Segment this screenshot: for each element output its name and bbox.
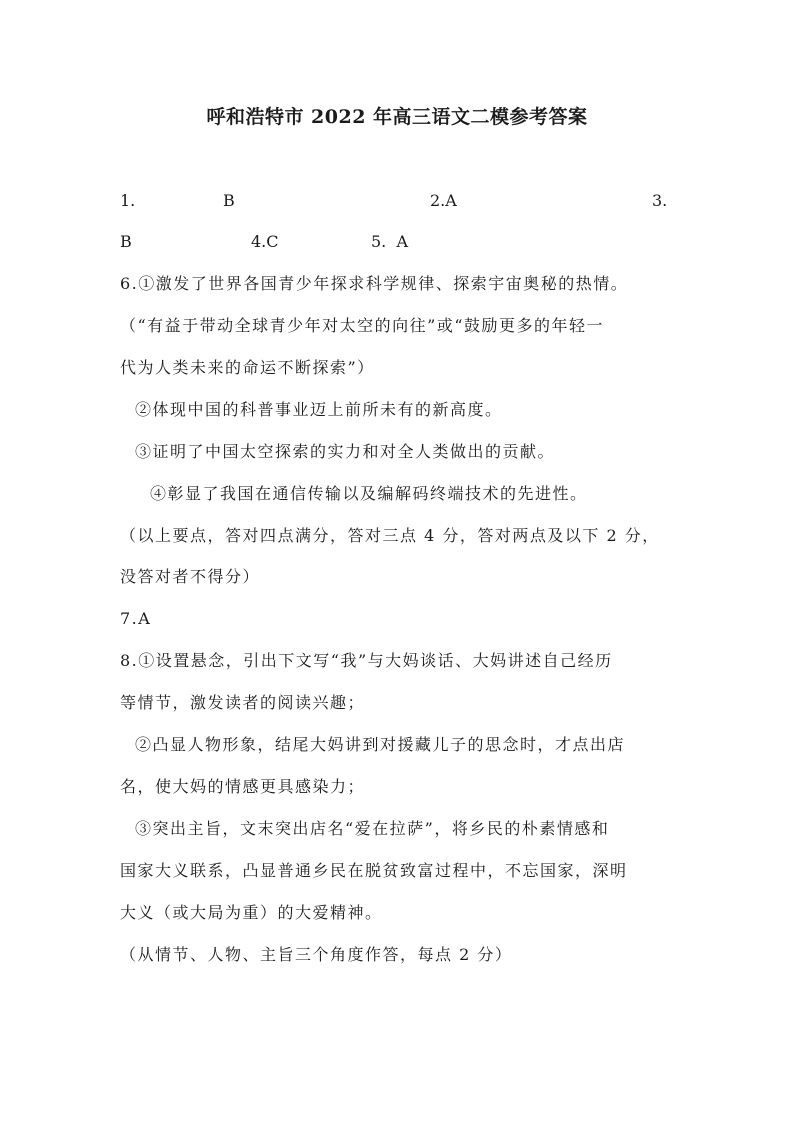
q3-number: 3. [652, 191, 668, 210]
q1-number: 1. [120, 191, 136, 210]
q8-line-1: 8.①设置悬念，引出下文写“我”与大妈谈话、大妈讲述自己经历 [120, 651, 613, 670]
q8-scoring: （从情节、人物、主旨三个角度作答，每点 2 分） [120, 945, 513, 964]
q8-line-6: 国家大义联系，凸显普通乡民在脱贫致富过程中，不忘国家，深明 [120, 861, 628, 880]
q8-line-4: 名，使大妈的情感更具感染力； [120, 777, 366, 796]
q1-answer: B [223, 191, 235, 210]
q3-answer: B [120, 232, 132, 251]
q6-scoring-2: 没答对者不得分） [120, 567, 261, 586]
q8-line-2: 等情节，激发读者的阅读兴趣； [120, 693, 366, 712]
q8-line-5: ③突出主旨，文末突出店名“爱在拉萨”，将乡民的朴素情感和 [135, 819, 610, 838]
q8-line-3: ②凸显人物形象，结尾大妈讲到对援藏儿子的思念时，才点出店 [135, 735, 626, 754]
q5-answer: 5. A [371, 232, 408, 251]
q2-answer: 2.A [430, 191, 457, 210]
q6-line-1: 6.①激发了世界各国青少年探求科学规律、探索宇宙奥秘的热情。 [120, 274, 629, 293]
q6-point-4: ④彰显了我国在通信传输以及编解码终端技术的先进性。 [150, 484, 588, 503]
q8-line-7: 大义（或大局为重）的大爱精神。 [120, 903, 383, 922]
q4-answer: 4.C [251, 232, 279, 251]
q6-point-3: ③证明了中国太空探索的实力和对全人类做出的贡献。 [135, 442, 556, 461]
q7-answer: 7.A [120, 609, 152, 628]
q6-point-2: ②体现中国的科普事业迈上前所未有的新高度。 [135, 400, 503, 419]
q6-line-3: 代为人类未来的命运不断探索”） [120, 358, 375, 377]
q6-line-2: （“有益于带动全球青少年对太空的向往”或“鼓励更多的年轻一 [120, 316, 605, 335]
page-title: 呼和浩特市 2022 年高三语文二模参考答案 [206, 106, 588, 128]
q6-scoring-1: （以上要点，答对四点满分，答对三点 4 分，答对两点及以下 2 分， [120, 526, 660, 545]
